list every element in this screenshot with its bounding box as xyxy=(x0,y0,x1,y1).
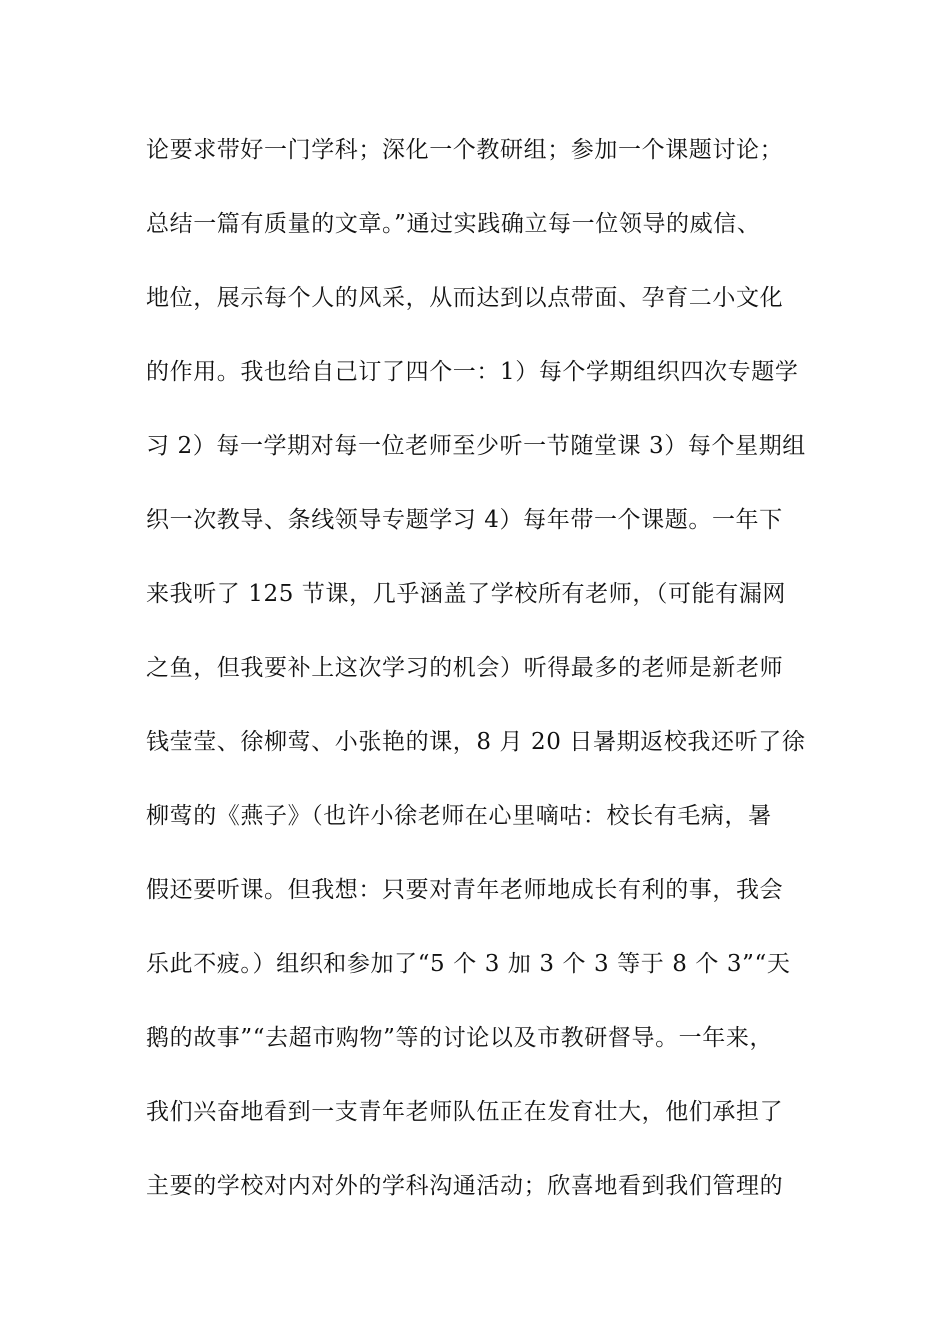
text-line: 之鱼，但我要补上这次学习的机会）听得最多的老师是新老师 xyxy=(146,655,784,681)
text-line: 总结一篇有质量的文章。”通过实践确立每一位领导的威信、 xyxy=(146,211,761,237)
text-line: 习 2）每一学期对每一位老师至少听一节随堂课 3）每个星期组 xyxy=(146,433,806,459)
text-line: 柳莺的《燕子》（也许小徐老师在心里嘀咕：校长有毛病，暑 xyxy=(146,803,772,829)
text-line: 来我听了 125 节课，几乎涵盖了学校所有老师，（可能有漏网 xyxy=(146,581,787,607)
text-line: 织一次教导、条线领导专题学习 4）每年带一个课题。一年下 xyxy=(146,507,783,533)
text-line: 鹅的故事”“去超市购物”等的讨论以及市教研督导。一年来， xyxy=(146,1025,774,1051)
text-line: 我们兴奋地看到一支青年老师队伍正在发育壮大，他们承担了 xyxy=(146,1099,784,1125)
text-line: 主要的学校对内对外的学科沟通活动；欣喜地看到我们管理的 xyxy=(146,1173,784,1199)
text-line: 论要求带好一门学科；深化一个教研组；参加一个课题讨论； xyxy=(146,137,784,163)
body-text xyxy=(146,130,806,1240)
text-line: 乐此不疲。）组织和参加了“5 个 3 加 3 个 3 等于 8 个 3”“天 xyxy=(146,951,791,977)
text-line: 假还要听课。但我想：只要对青年老师地成长有利的事，我会 xyxy=(146,877,784,903)
text-line: 地位，展示每个人的风采，从而达到以点带面、孕育二小文化 xyxy=(146,285,784,311)
text-line: 钱莹莹、徐柳莺、小张艳的课，8 月 20 日暑期返校我还听了徐 xyxy=(146,729,806,755)
text-line: 的作用。我也给自己订了四个一：1）每个学期组织四次专题学 xyxy=(146,359,799,385)
